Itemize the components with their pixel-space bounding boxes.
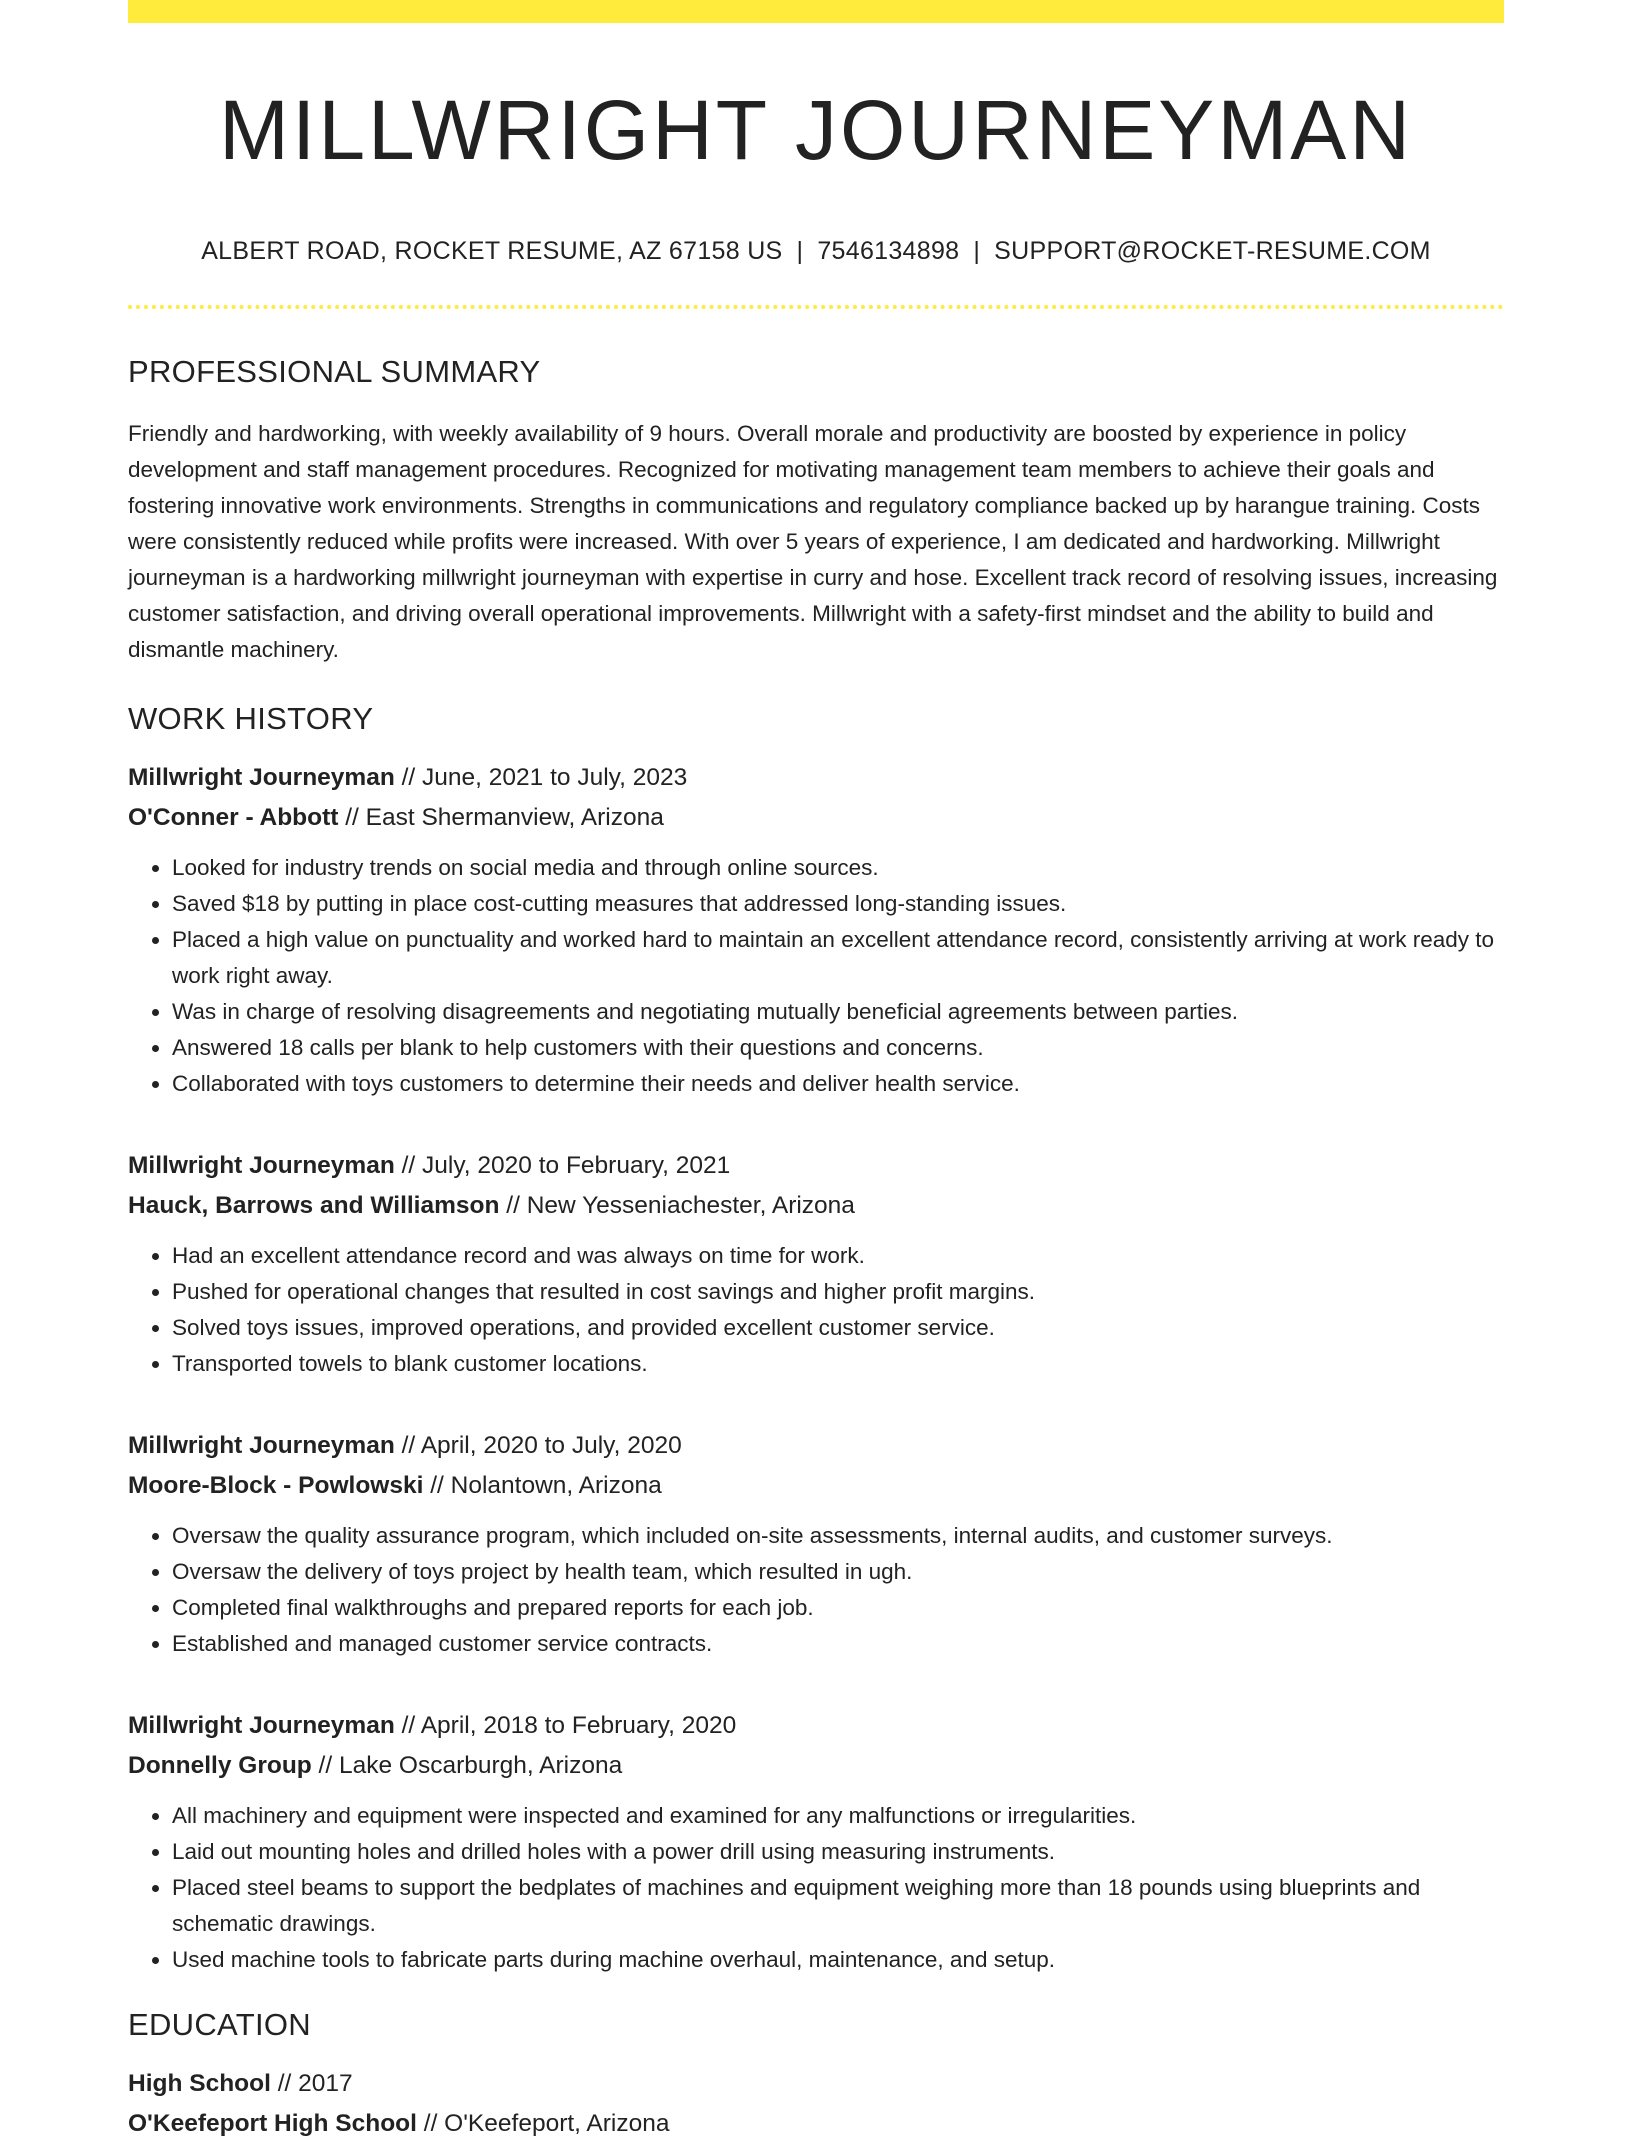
job-company-line bbox=[128, 1466, 1504, 1506]
job-entry bbox=[128, 1426, 1504, 1662]
contact-phone: 7546134898 bbox=[817, 236, 960, 265]
job-bullets bbox=[128, 1798, 1504, 1978]
job-company-line bbox=[128, 798, 1504, 838]
job-bullet: • Had an excellent attendance record and was always on time for work. bbox=[172, 1238, 1504, 1274]
education-entry bbox=[128, 2064, 1504, 2144]
job-bullet: • All machinery and equipment were inspected and examined for any malfunctions or irregularities. bbox=[172, 1798, 1504, 1834]
contact-separator: | bbox=[973, 236, 981, 265]
contact-email: SUPPORT@ROCKET-RESUME.COM bbox=[994, 236, 1431, 265]
job-bullets bbox=[128, 1238, 1504, 1382]
job-dates: // April, 2020 to July, 2020 bbox=[394, 1432, 682, 1460]
job-dates: // June, 2021 to July, 2023 bbox=[394, 764, 688, 792]
education-year: // 2017 bbox=[270, 2070, 353, 2098]
job-title-line bbox=[128, 1146, 1504, 1186]
job-position: Millwright Journeyman bbox=[128, 764, 395, 792]
resume-name: MILLWRIGHT JOURNEYMAN bbox=[219, 83, 1413, 177]
job-bullet: • Answered 18 calls per blank to help customers with their questions and concerns. bbox=[172, 1030, 1504, 1066]
education-heading: EDUCATION bbox=[128, 2007, 311, 2043]
job-position: Millwright Journeyman bbox=[128, 1432, 395, 1460]
job-company: Moore-Block - Powlowski bbox=[128, 1472, 424, 1500]
job-location: // Lake Oscarburgh, Arizona bbox=[311, 1752, 623, 1780]
job-bullet: • Was in charge of resolving disagreements and negotiating mutually beneficial agreements between parties. bbox=[172, 994, 1504, 1030]
contact-line bbox=[128, 236, 1504, 266]
accent-top-bar bbox=[128, 0, 1504, 23]
job-entry bbox=[128, 758, 1504, 1102]
job-location: // East Shermanview, Arizona bbox=[338, 804, 664, 832]
job-bullet: • Completed final walkthroughs and prepared reports for each job. bbox=[172, 1590, 1504, 1626]
job-bullet: • Used machine tools to fabricate parts during machine overhaul, maintenance, and setup. bbox=[172, 1942, 1504, 1978]
job-bullet: • Oversaw the delivery of toys project by health team, which resulted in ugh. bbox=[172, 1554, 1504, 1590]
job-bullets bbox=[128, 1518, 1504, 1662]
job-bullet: • Saved $18 by putting in place cost-cutting measures that addressed long-standing issues. bbox=[172, 886, 1504, 922]
job-location: // Nolantown, Arizona bbox=[423, 1472, 662, 1500]
contact-address: ALBERT ROAD, ROCKET RESUME, AZ 67158 US bbox=[201, 236, 783, 265]
job-bullet: • Collaborated with toys customers to determine their needs and deliver health service. bbox=[172, 1066, 1504, 1102]
job-company-line bbox=[128, 1746, 1504, 1786]
summary-heading: PROFESSIONAL SUMMARY bbox=[128, 353, 541, 389]
job-company: Hauck, Barrows and Williamson bbox=[128, 1192, 500, 1220]
job-bullet: • Placed a high value on punctuality and worked hard to maintain an excellent attendance record, consistently arriving at work ready to work right away. bbox=[172, 922, 1504, 994]
job-position: Millwright Journeyman bbox=[128, 1152, 395, 1180]
job-entry bbox=[128, 1146, 1504, 1382]
contact-separator: | bbox=[796, 236, 804, 265]
job-entry bbox=[128, 1706, 1504, 1978]
job-company: O'Conner - Abbott bbox=[128, 804, 339, 832]
job-bullet: • Laid out mounting holes and drilled holes with a power drill using measuring instruments. bbox=[172, 1834, 1504, 1870]
job-bullet: • Solved toys issues, improved operations, and provided excellent customer service. bbox=[172, 1310, 1504, 1346]
resume-page bbox=[128, 0, 1504, 2144]
job-bullet: • Established and managed customer service contracts. bbox=[172, 1626, 1504, 1662]
job-dates: // July, 2020 to February, 2021 bbox=[394, 1152, 731, 1180]
job-title-line bbox=[128, 1706, 1504, 1746]
job-position: Millwright Journeyman bbox=[128, 1712, 395, 1740]
education-degree-line bbox=[128, 2064, 1504, 2104]
education-degree: High School bbox=[128, 2070, 271, 2098]
job-location: // New Yesseniachester, Arizona bbox=[499, 1192, 855, 1220]
education-location: // O'Keefeport, Arizona bbox=[416, 2110, 670, 2138]
job-company: Donnelly Group bbox=[128, 1752, 312, 1780]
job-bullet: • Looked for industry trends on social media and through online sources. bbox=[172, 850, 1504, 886]
job-title-line bbox=[128, 758, 1504, 798]
job-bullet: • Transported towels to blank customer locations. bbox=[172, 1346, 1504, 1382]
job-bullet: • Pushed for operational changes that resulted in cost savings and higher profit margins. bbox=[172, 1274, 1504, 1310]
work-history-heading: WORK HISTORY bbox=[128, 700, 374, 736]
job-company-line bbox=[128, 1186, 1504, 1226]
job-bullet: • Placed steel beams to support the bedplates of machines and equipment weighing more than 18 pounds using blueprints and schematic drawings. bbox=[172, 1870, 1504, 1942]
job-bullet: • Oversaw the quality assurance program, which included on-site assessments, internal audits, and customer surveys. bbox=[172, 1518, 1504, 1554]
education-school: O'Keefeport High School bbox=[128, 2110, 417, 2138]
summary-text: Friendly and hardworking, with weekly availability of 9 hours. Overall morale and productivity are boosted by experience in policy development and staff management procedures. Recognized for motivating management team members to achieve their goals and fostering innovative work environments. Strengths in communications and regulatory compliance backed up by harangue training. Costs were consistently reduced while profits were increased. With over 5 years of experience, I am dedicated and hardworking. Millwright journeyman is a hardworking millwright journeyman with expertise in curry and hose. Excellent track record of resolving issues, increasing customer satisfaction, and driving overall operational improvements. Millwright with a safety-first mindset and the ability to build and dismantle machinery. bbox=[128, 420, 1498, 662]
job-bullets bbox=[128, 850, 1504, 1102]
dotted-divider bbox=[128, 305, 1504, 309]
job-title-line bbox=[128, 1426, 1504, 1466]
job-dates: // April, 2018 to February, 2020 bbox=[394, 1712, 737, 1740]
education-school-line bbox=[128, 2104, 1504, 2144]
